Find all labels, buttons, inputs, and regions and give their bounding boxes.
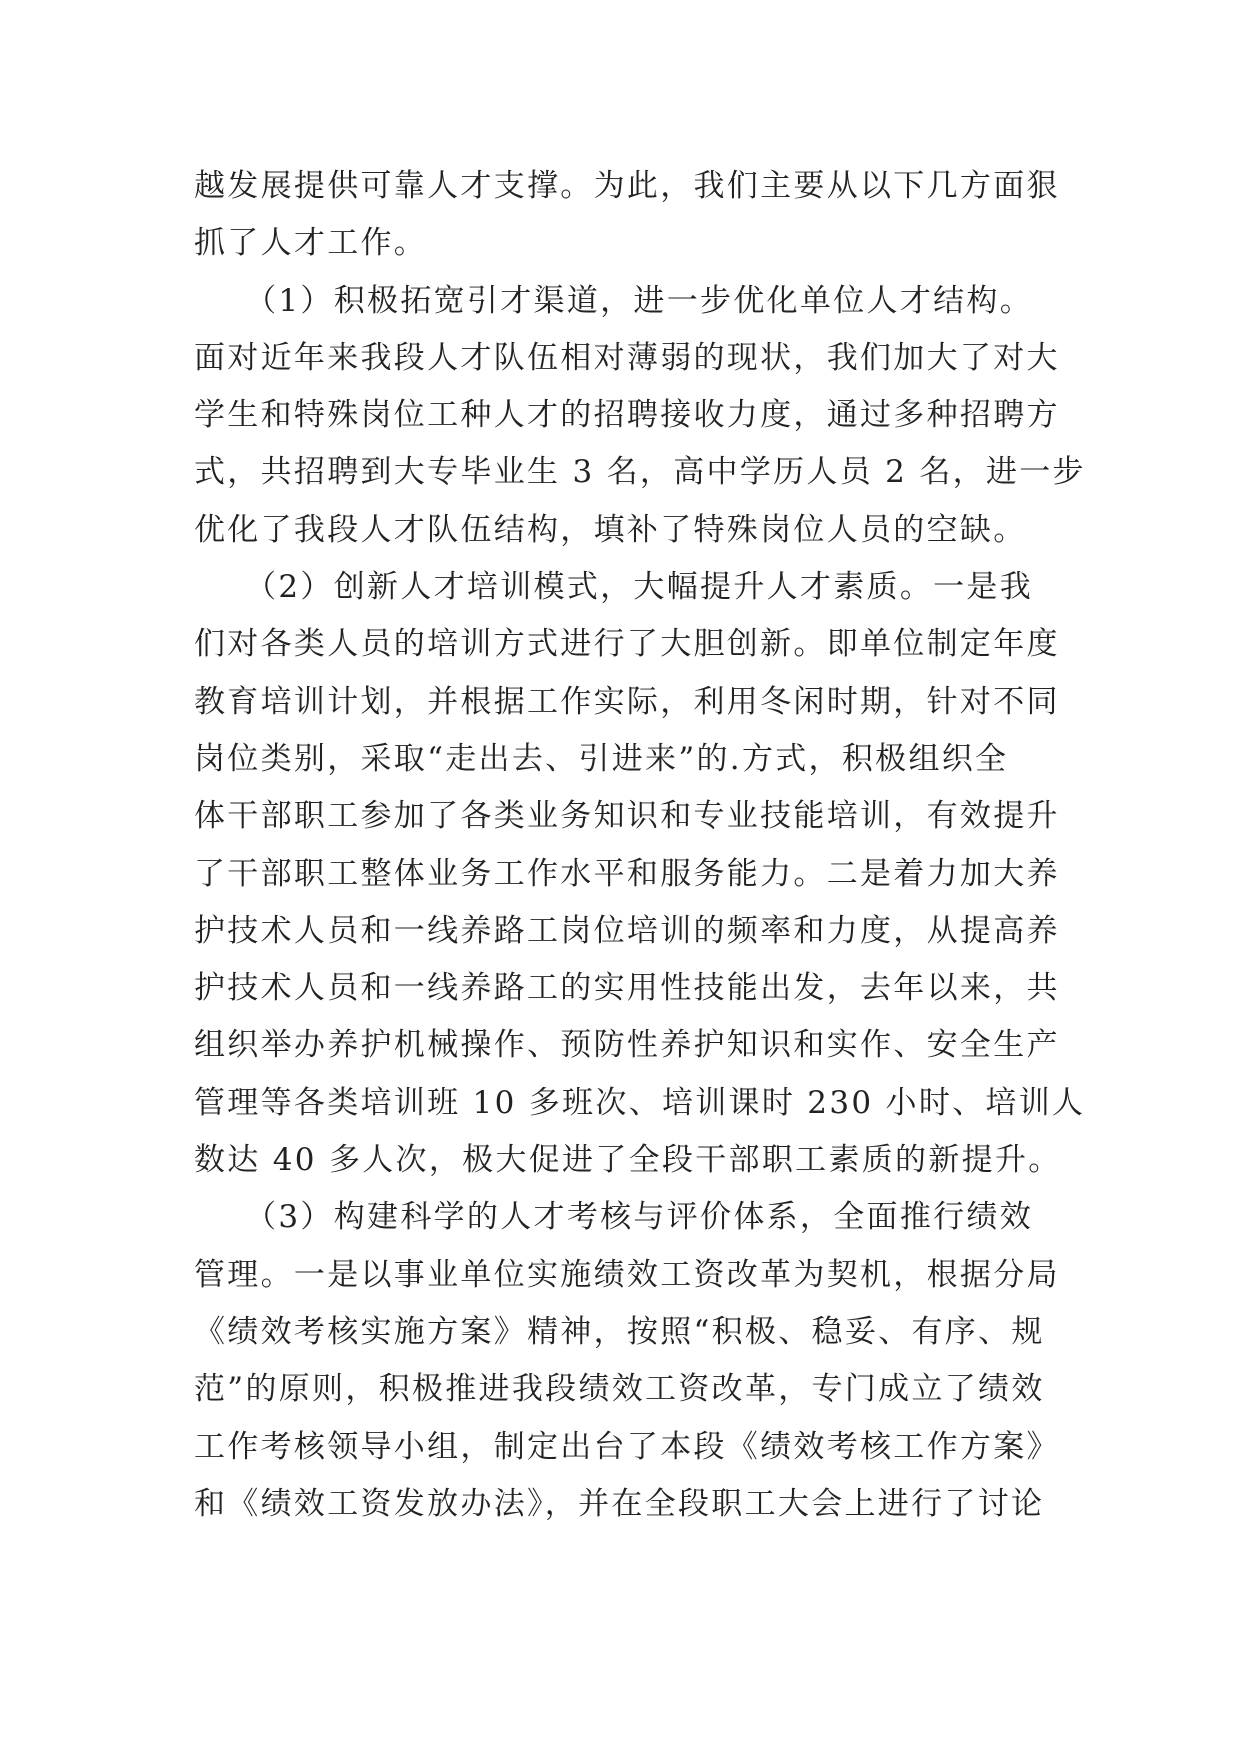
text-line: 和《绩效工资发放办法》，并在全段职工大会上进行了讨论 [194, 1485, 1045, 1522]
text-line: 越发展提供可靠人才支撑。为此，我们主要从以下几方面狠 [194, 168, 1060, 204]
text-line: 《绩效考核实施方案》精神，按照“积极、稳妥、有序、规 [194, 1313, 1045, 1350]
text-line: 护技术人员和一线养路工岗位培训的频率和力度，从提高养 [194, 912, 1060, 949]
text-line: 抓了人才工作。 [194, 225, 428, 262]
text-line: 管理等各类培训班 10 多班次、培训课时 230 小时、培训人 [194, 1084, 1086, 1121]
text-line: 组织举办养护机械操作、预防性养护知识和实作、安全生产 [194, 1027, 1060, 1064]
text-line: 管理。一是以事业单位实施绩效工资改革为契机，根据分局 [194, 1256, 1060, 1293]
text-line: 数达 40 多人次，极大促进了全段干部职工素质的新提升。 [194, 1142, 1062, 1179]
text-line: 范”的原则，积极推进我段绩效工资改革，专门成立了绩效 [194, 1371, 1045, 1408]
text-line: 了干部职工整体业务工作水平和服务能力。二是着力加大养 [194, 855, 1060, 892]
text-line: 教育培训计划，并根据工作实际，利用冬闲时期，针对不同 [194, 683, 1060, 720]
text-line: 面对近年来我段人才队伍相对薄弱的现状，我们加大了对大 [194, 339, 1060, 376]
text-line: 优化了我段人才队伍结构，填补了特殊岗位人员的空缺。 [194, 511, 1027, 548]
text-line: 岗位类别，采取“走出去、引进来”的.方式，积极组织全 [194, 740, 1009, 777]
text-line: 体干部职工参加了各类业务知识和专业技能培训，有效提升 [194, 798, 1060, 835]
text-line: （3）构建科学的人才考核与评价体系，全面推行绩效 [194, 1199, 1034, 1236]
text-line: 式，共招聘到大专毕业生 3 名，高中学历人员 2 名，进一步 [194, 454, 1086, 491]
text-line: 学生和特殊岗位工种人才的招聘接收力度，通过多种招聘方 [194, 397, 1060, 434]
text-line: 护技术人员和一线养路工的实用性技能出发，去年以来，共 [194, 970, 1060, 1007]
text-line: 工作考核领导小组，制定出台了本段《绩效考核工作方案》 [194, 1428, 1060, 1465]
text-line: （2）创新人才培训模式，大幅提升人才素质。一是我 [194, 569, 1034, 606]
body-text [194, 158, 1086, 1533]
text-line: （1）积极拓宽引才渠道，进一步优化单位人才结构。 [194, 282, 1034, 319]
text-line: 们对各类人员的培训方式进行了大胆创新。即单位制定年度 [194, 626, 1060, 663]
